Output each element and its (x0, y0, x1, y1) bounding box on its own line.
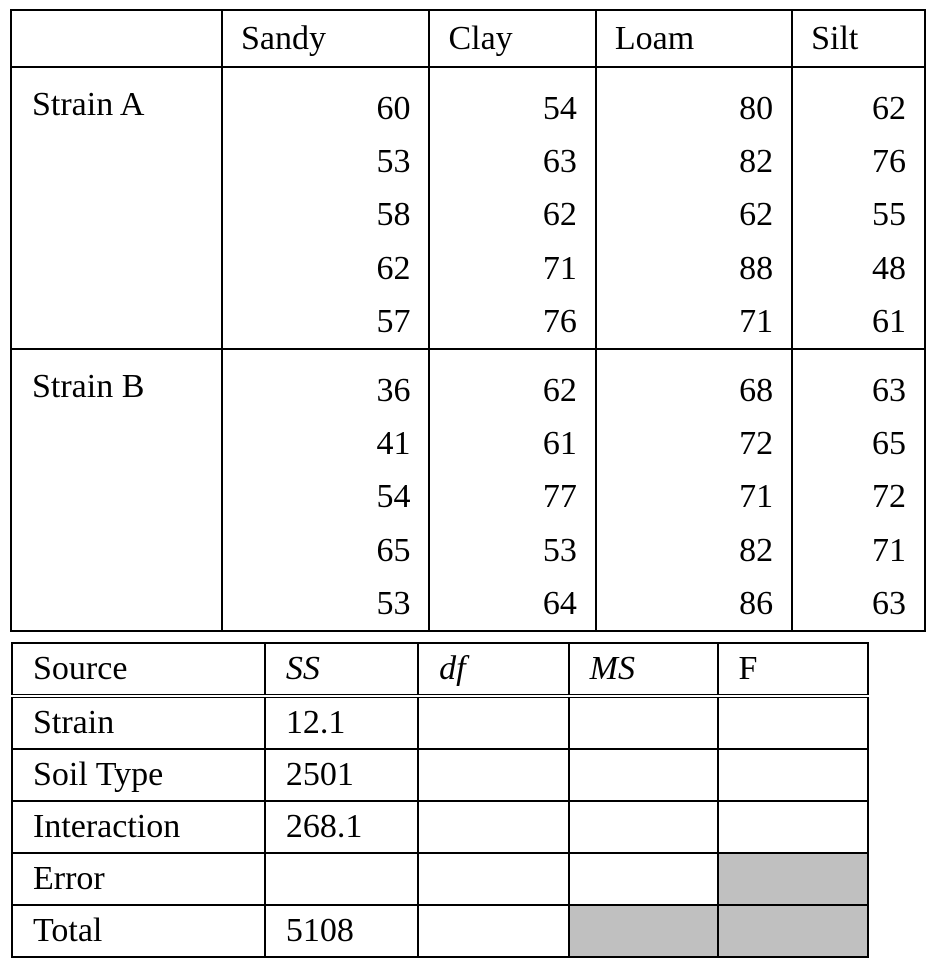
data-value: 62 (739, 196, 774, 234)
data-value: 72 (872, 478, 906, 516)
strain-a-label: Strain A (11, 67, 222, 349)
anova-header-ms: MS (569, 643, 718, 696)
anova-cell-df (418, 801, 569, 853)
data-value: 65 (872, 425, 906, 463)
anova-row-strain (12, 696, 868, 749)
anova-cell-f (718, 853, 869, 905)
strain-a-loam-values (596, 67, 792, 349)
anova-header-f: F (718, 643, 869, 696)
column-header-silt: Silt (792, 10, 925, 67)
anova-cell-ms (569, 905, 718, 957)
anova-cell-df (418, 905, 569, 957)
data-value: 71 (739, 302, 774, 340)
data-value: 41 (376, 425, 411, 463)
data-value: 82 (739, 531, 774, 569)
data-value: 60 (376, 90, 411, 127)
data-value: 57 (376, 302, 411, 340)
anova-cell-source: Interaction (12, 801, 265, 853)
data-value: 48 (872, 249, 906, 287)
data-value: 62 (872, 90, 906, 127)
strain-b-silt-values (792, 349, 925, 631)
data-value: 63 (872, 371, 906, 409)
column-header-sandy: Sandy (222, 10, 429, 67)
anova-cell-source: Soil Type (12, 749, 265, 801)
data-value: 63 (542, 143, 577, 181)
data-value: 76 (872, 143, 906, 181)
column-header-clay: Clay (429, 10, 595, 67)
soil-data-table (10, 9, 926, 632)
strain-a-clay-values (429, 67, 595, 349)
data-value: 62 (542, 371, 577, 409)
strain-a-row (11, 67, 925, 349)
data-value: 80 (739, 90, 774, 127)
data-value: 82 (739, 143, 774, 181)
anova-cell-f (718, 801, 869, 853)
data-value: 61 (542, 425, 577, 463)
anova-cell-f (718, 696, 869, 749)
strain-b-loam-values (596, 349, 792, 631)
data-value: 55 (872, 196, 906, 234)
data-value: 65 (376, 531, 411, 569)
data-value: 36 (376, 371, 411, 409)
data-value: 62 (542, 196, 577, 234)
anova-header-source: Source (12, 643, 265, 696)
anova-cell-ss: 2501 (265, 749, 418, 801)
anova-header-df: df (418, 643, 569, 696)
data-value: 54 (376, 478, 411, 516)
data-table-header-row (11, 10, 925, 67)
data-value: 54 (542, 90, 577, 127)
strain-b-clay-values (429, 349, 595, 631)
anova-cell-df (418, 853, 569, 905)
data-value: 72 (739, 425, 774, 463)
anova-cell-f (718, 749, 869, 801)
data-value: 71 (739, 478, 774, 516)
anova-header-ss: SS (265, 643, 418, 696)
data-value: 53 (376, 143, 411, 181)
data-value: 71 (542, 249, 577, 287)
data-value: 86 (739, 584, 774, 622)
data-value: 58 (376, 196, 411, 234)
anova-cell-ss: 268.1 (265, 801, 418, 853)
anova-row-error (12, 853, 868, 905)
anova-cell-f (718, 905, 869, 957)
anova-cell-ms (569, 749, 718, 801)
anova-cell-ss: 5108 (265, 905, 418, 957)
strain-b-sandy-values (222, 349, 429, 631)
anova-cell-ms (569, 801, 718, 853)
strain-a-sandy-values (222, 67, 429, 349)
strain-a-silt-values (792, 67, 925, 349)
data-value: 76 (542, 302, 577, 340)
anova-cell-source: Total (12, 905, 265, 957)
anova-cell-source: Strain (12, 696, 265, 749)
anova-cell-ms (569, 696, 718, 749)
anova-row-interaction (12, 801, 868, 853)
anova-cell-ms (569, 853, 718, 905)
data-value: 88 (739, 249, 774, 287)
anova-body (12, 696, 868, 957)
data-value: 61 (872, 302, 906, 340)
data-value: 64 (542, 584, 577, 622)
corner-cell (11, 10, 222, 67)
anova-cell-df (418, 696, 569, 749)
anova-cell-df (418, 749, 569, 801)
strain-b-row (11, 349, 925, 631)
data-value: 62 (376, 249, 411, 287)
anova-header-row (12, 643, 868, 696)
anova-row-soil-type (12, 749, 868, 801)
data-value: 77 (542, 478, 577, 516)
anova-row-total (12, 905, 868, 957)
strain-b-label: Strain B (11, 349, 222, 631)
data-value: 68 (739, 371, 774, 409)
anova-cell-ss: 12.1 (265, 696, 418, 749)
anova-table (11, 642, 869, 958)
data-value: 71 (872, 531, 906, 569)
anova-cell-source: Error (12, 853, 265, 905)
column-header-loam: Loam (596, 10, 792, 67)
data-value: 53 (542, 531, 577, 569)
anova-cell-ss (265, 853, 418, 905)
data-value: 53 (376, 584, 411, 622)
data-value: 63 (872, 584, 906, 622)
